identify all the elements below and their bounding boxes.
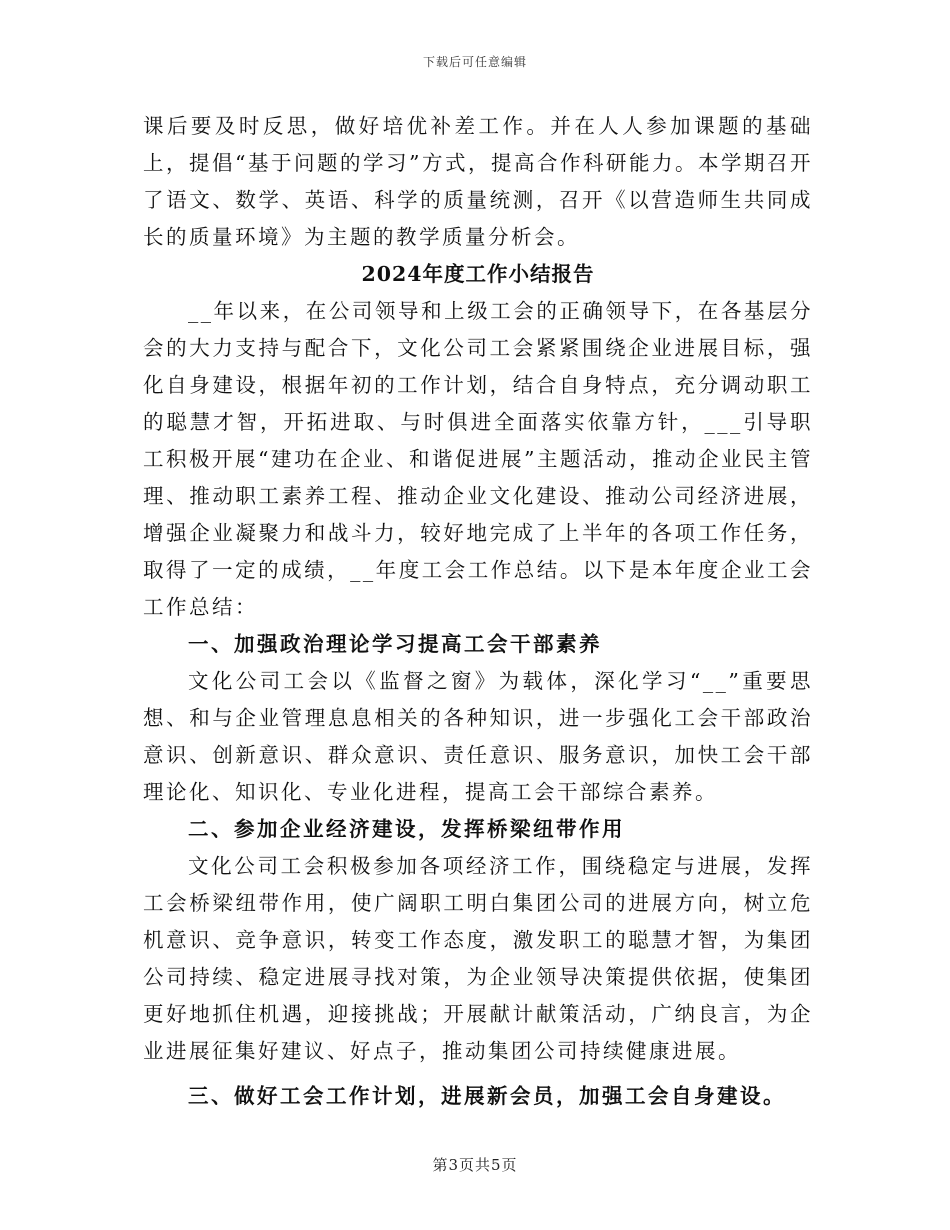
document-body [143,108,813,1115]
section-heading-3: 三、做好工会工作计划，进展新会员，加强工会自身建设。 [188,1084,786,1108]
page-indicator: 第3页共5页 [432,1156,518,1174]
intro-paragraph: 课后要及时反思，做好培优补差工作。并在人人参加课题的基础上，提倡“基于问题的学习”方式，提高合作科研能力。本学期召开了语文、数学、英语、科学的质量统测，召开《以营造师生共同成长的质量环境》为主题的教学质量分析会。 [143,114,813,249]
header-note: 下载后可任意编辑 [422,55,527,69]
section-body-2: 文化公司工会积极参加各项经济工作，围绕稳定与进展，发挥工会桥梁纽带作用，使广阔职工明白集团公司的进展方向，树立危机意识、竞争意识，转变工作态度，激发职工的聪慧才智，为集团公司持续、稳定进展寻找对策，为企业领导决策提供依据，使集团更好地抓住机遇，迎接挑战；开展献计献策活动，广纳良言，为企业进展征集好建议、好点子，推动集团公司持续健康进展。 [143,854,813,1063]
section-heading-2: 二、参加企业经济建设，发挥桥梁纽带作用 [188,817,625,841]
section-heading-1: 一、加强政治理论学习提高工会干部素养 [188,632,602,656]
section-body-1: 文化公司工会以《监督之窗》为载体，深化学习“__”重要思想、和与企业管理息息相关的各种知识，进一步强化工会干部政治意识、创新意识、群众意识、责任意识、服务意识，加快工会干部理论化、知识化、专业化进程，提高工会干部综合素养。 [143,669,813,804]
document-title: 2024年度工作小结报告 [361,262,595,286]
opening-paragraph: __年以来，在公司领导和上级工会的正确领导下，在各基层分会的大力支持与配合下，文化公司工会紧紧围绕企业进展目标，强化自身建设，根据年初的工作计划，结合自身特点，充分调动职工的聪慧才智，开拓进取、与时俱进全面落实依靠方针，___引导职工积极开展“建功在企业、和谐促进展”主题活动，推动企业民主管理、推动职工素养工程、推动企业文化建设、推动公司经济进展，增强企业凝聚力和战斗力，较好地完成了上半年的各项工作任务，取得了一定的成绩，__年度工会工作总结。以下是本年度企业工会工作总结： [143,299,813,619]
